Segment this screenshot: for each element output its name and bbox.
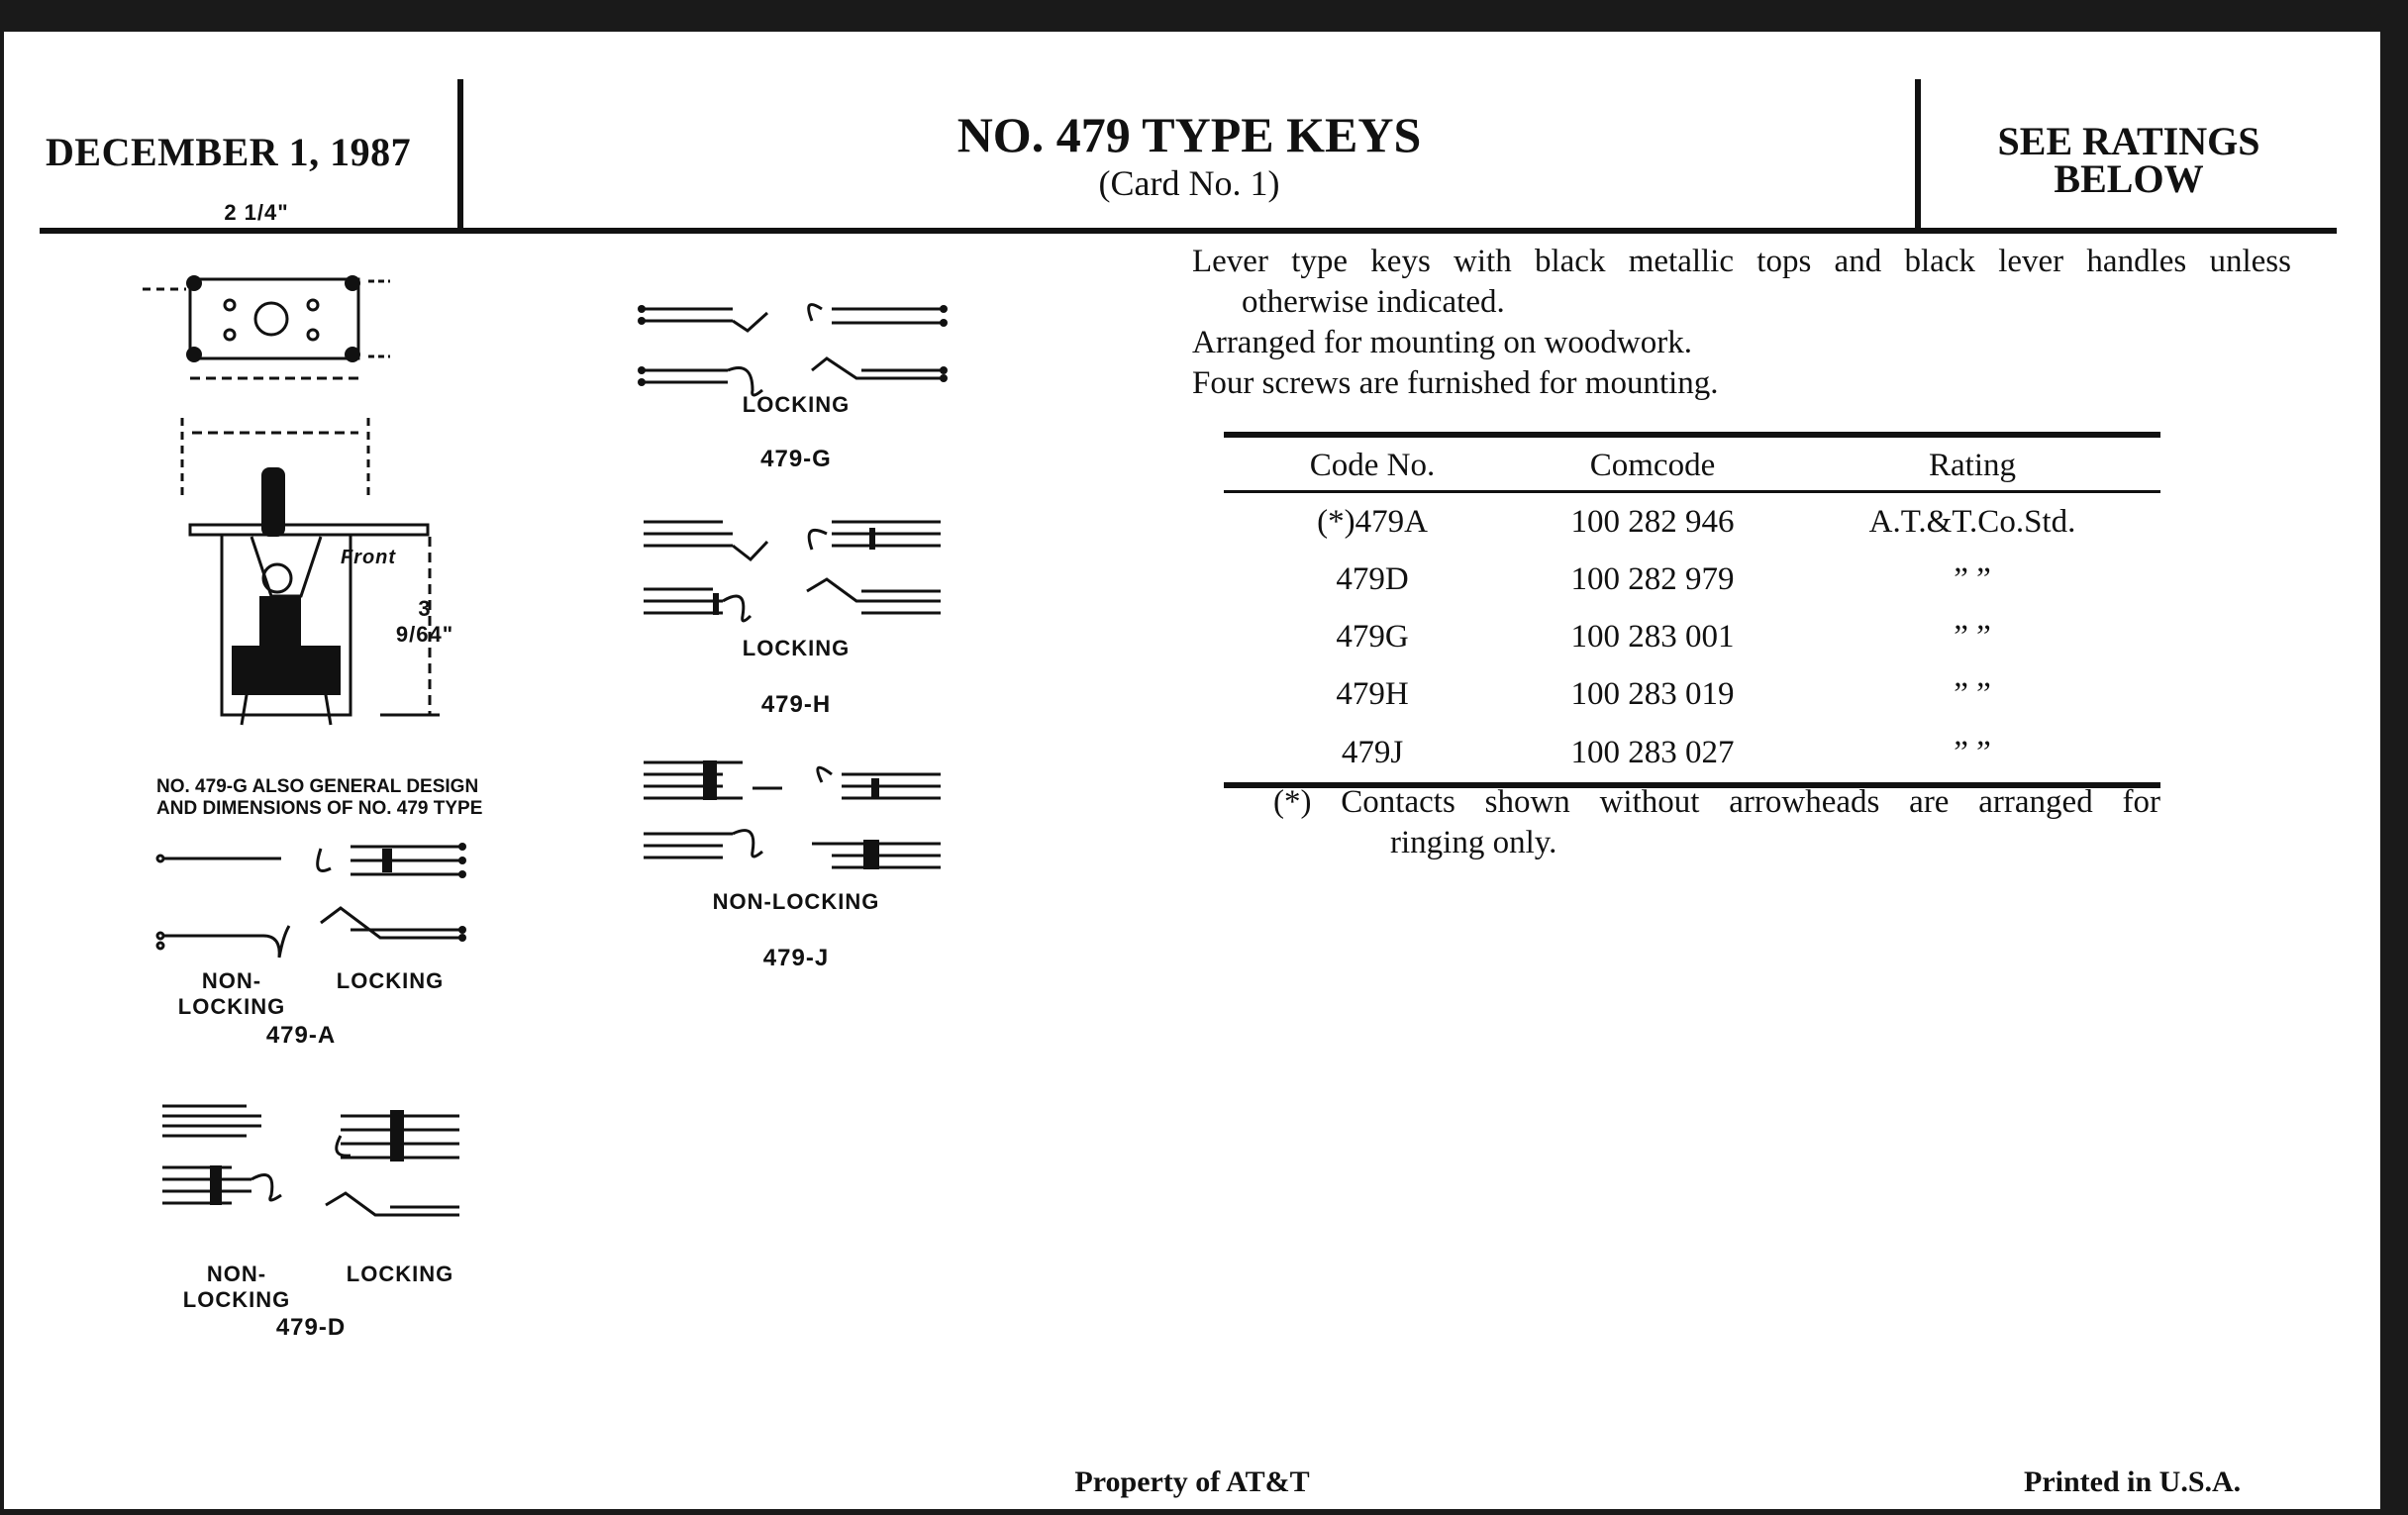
footer-property: Property of AT&T [1074,1465,1310,1498]
label-479j-non-locking: NON-LOCKING [712,889,880,914]
contact-diagram-479a [152,819,479,972]
cell-rating: ” ” [1954,560,1991,597]
table-header-row [1224,435,2160,492]
label-479g-locking: LOCKING [742,392,851,417]
label-479a-locking: LOCKING [336,968,445,993]
contact-diagram-479g [634,291,951,400]
dimension-height: 3 9/64" [395,596,454,647]
table-row [1224,608,2160,665]
ratings-note-line-2: BELOW [2054,156,2204,201]
column-header-rating: Rating [1784,435,2160,492]
cell-comcode: 100 282 979 [1570,560,1735,597]
description-line-1: Lever type keys with black metallic tops and black lever handles unless [1192,244,2291,279]
reference-card [4,32,2380,1509]
drawing-note [156,776,513,820]
header-rule [40,228,2337,234]
table-row [1224,551,2160,608]
description-line-2: otherwise indicated. [1242,284,1505,320]
cell-comcode: 100 283 001 [1570,618,1735,655]
cell-rating: ” ” [1954,618,1991,655]
label-479h-locking: LOCKING [742,636,851,660]
description-line-3: Arranged for mounting on woodwork. [1192,325,1692,360]
label-479j: 479-J [762,945,830,971]
column-header-comcode: Comcode [1521,435,1784,492]
cell-code: 479G [1336,618,1409,655]
cell-code: 479H [1336,675,1409,712]
cell-code: (*)479A [1317,503,1428,540]
cell-comcode: 100 283 027 [1521,723,1784,785]
cell-code: 479D [1336,560,1409,597]
cell-comcode: 100 283 019 [1570,675,1735,712]
footnote-line-1: (*) Contacts shown without arrowheads are arranged for [1273,784,2160,820]
label-479g: 479-G [760,446,832,472]
ratings-note [1921,119,2337,201]
label-479a: 479-A [265,1022,337,1049]
description-line-4: Four screws are furnished for mounting. [1192,365,1719,401]
contact-diagram-479d [152,1096,479,1235]
description [1192,242,2291,404]
cell-comcode: 100 282 946 [1570,503,1735,540]
code-table [1224,432,2160,788]
table-row [1224,665,2160,723]
contact-diagram-479h [634,512,951,641]
key-dimension-drawing [103,240,519,774]
card-date: DECEMBER 1, 1987 [46,130,412,174]
cell-rating: ” ” [1954,675,1991,712]
drawing-note-line-2: AND DIMENSIONS OF NO. 479 TYPE [156,798,483,819]
ratings-note-line-1: SEE RATINGS [1997,119,2260,163]
label-479d-locking: LOCKING [346,1262,454,1286]
label-479d: 479-D [275,1314,347,1341]
cell-rating: A.T.&T.Co.Std. [1868,503,2076,540]
footnote-line-2: ringing only. [1390,825,1557,860]
table-footnote [1273,782,2160,863]
cell-rating: ” ” [1784,723,2160,785]
front-label: Front [340,547,397,568]
cell-code: 479J [1224,723,1521,785]
column-header-code: Code No. [1224,435,1521,492]
contact-diagram-479j [634,753,951,891]
card-title: NO. 479 TYPE KEYS [956,107,1422,162]
label-479h: 479-H [760,691,832,718]
dimension-width: 2 1/4" [224,200,289,225]
label-479d-non-locking: NON-LOCKING [182,1262,291,1312]
table-row [1224,723,2160,785]
card-subtitle: (Card No. 1) [1098,163,1280,203]
drawing-note-line-1: NO. 479-G ALSO GENERAL DESIGN [156,776,479,797]
label-479a-non-locking: NON-LOCKING [177,968,286,1019]
footer-printed: Printed in U.S.A. [2024,1465,2242,1498]
table-row [1224,492,2160,552]
